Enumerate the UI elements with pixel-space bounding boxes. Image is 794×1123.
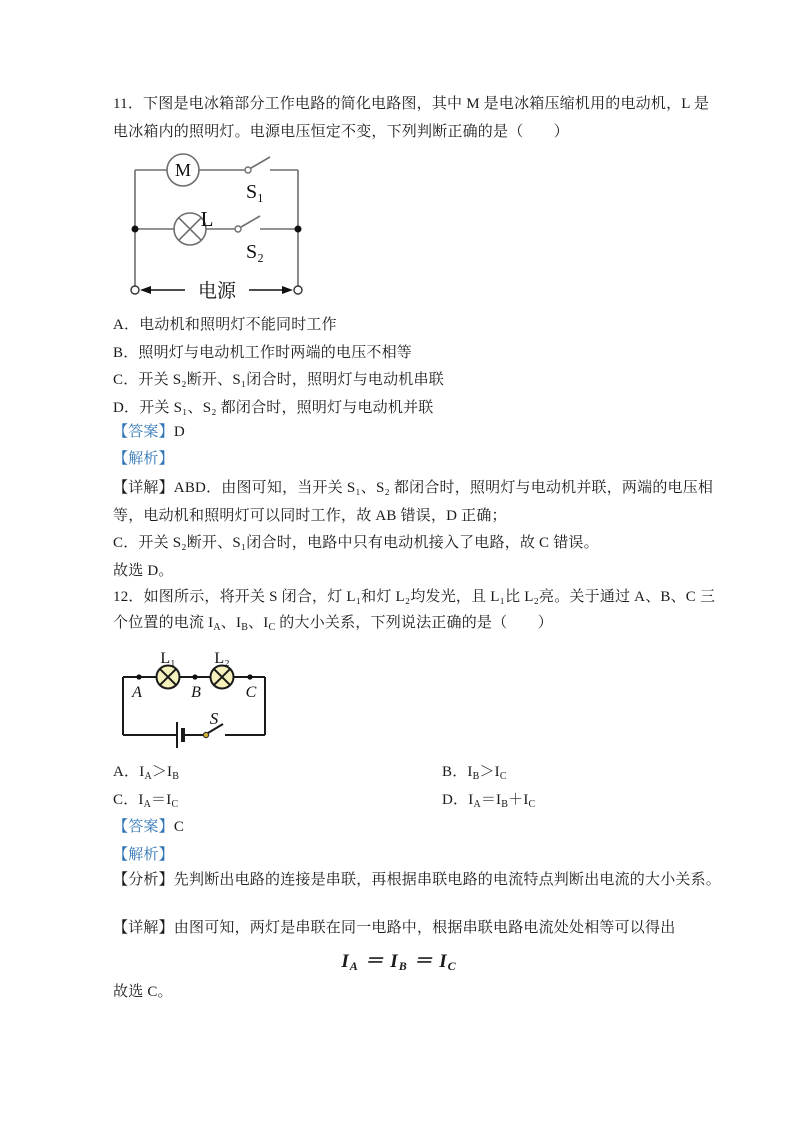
- current-equality-formula: $I_A = I_B = I_C$: [341, 951, 457, 973]
- q11-answer-value: D: [173, 424, 185, 440]
- q12-option-b: B．$I_B>I_C$: [442, 764, 507, 782]
- point-b-label: B: [191, 684, 201, 701]
- q11-detail-line1: 【详解】ABD．由图可知，当开关 S₁、S₂ 都闭合时，照明灯与电动机并联，两端的电压相: [113, 480, 714, 496]
- q12-analysis-label: 【解析】: [113, 847, 174, 863]
- lamp1-symbol: [157, 666, 180, 689]
- arrow-left-icon: [140, 286, 151, 294]
- q11-stem-line1: 11．下图是电冰箱部分工作电路的简化电路图，其中 M 是电冰箱压缩机用的电动机，L 是: [113, 96, 710, 112]
- q12-conclusion: 故选 C。: [113, 984, 173, 1000]
- q12-stem-line1: 12．如图所示，将开关 S 闭合，灯 L₁和灯 L₂均发光，且 L₁比 L₂亮。关于通过 A、B、C 三: [113, 589, 716, 605]
- power-source-label: 电源: [197, 281, 237, 302]
- q12-fenxi-line: 【分析】先判断出电路的连接是串联，再根据串联电路的电流特点判断出电流的大小关系。: [113, 872, 722, 888]
- q12-formula-row: [113, 948, 685, 977]
- switch2-blade: [241, 216, 260, 227]
- q12-answer-line: [113, 813, 184, 841]
- q11-analysis-label: 【解析】: [113, 451, 174, 467]
- q12-detail-line: 【详解】由图可知，两灯是串联在同一电路中，根据串联电路电流处处相等可以得出: [113, 920, 676, 936]
- junction-dot-right: [295, 226, 302, 233]
- switch1-pivot: [245, 167, 251, 173]
- switch1-label: S₁: [245, 181, 265, 203]
- q11-conclusion: 故选 D。: [113, 563, 174, 579]
- q12-circuit-diagram: [116, 645, 276, 765]
- q11-option-a: A．电动机和照明灯不能同时工作: [113, 317, 337, 333]
- terminal-right: [294, 286, 302, 294]
- lamp2-label: L₂: [214, 650, 230, 667]
- point-b-dot: [192, 674, 197, 679]
- lamp2-symbol: [211, 666, 234, 689]
- q11-analysis-label-line: [113, 445, 174, 473]
- q11-wires: [135, 154, 298, 290]
- switch1-blade: [251, 157, 270, 168]
- switch2-pivot: [235, 226, 241, 232]
- q11-answer-label: 【答案】: [113, 424, 174, 440]
- switch2-label: S₂: [245, 241, 265, 263]
- junction-dot-left: [132, 226, 139, 233]
- q12-option-c: C．$I_A=I_C$: [113, 792, 179, 810]
- q11-option-d: D．开关 S₁、S₂ 都闭合时，照明灯与电动机并联: [113, 400, 434, 416]
- switch-pivot: [203, 732, 208, 737]
- q12-stem-line2: 个位置的电流 $I_A$、$I_B$、$I_C$ 的大小关系，下列说法正确的是（ ）: [113, 615, 553, 633]
- switch-label: S: [209, 709, 219, 728]
- terminal-left: [131, 286, 139, 294]
- q11-detail-line3: C．开关 S₂断开、S₁闭合时，电路中只有电动机接入了电路，故 C 错误。: [113, 535, 599, 551]
- point-a-dot: [136, 674, 141, 679]
- q12-answer-value: C: [173, 819, 185, 835]
- point-a-label: A: [132, 684, 142, 701]
- q11-detail-line2: 等，电动机和照明灯可以同时工作，故 AB 错误，D 正确；: [113, 508, 507, 524]
- q12-answer-label: 【答案】: [113, 819, 174, 835]
- q11-stem-line2: 电冰箱内的照明灯。电源电压恒定不变，下列判断正确的是（ ）: [113, 124, 570, 140]
- lamp-label: L: [200, 207, 214, 231]
- lamp1-label: L₁: [160, 650, 176, 667]
- arrow-right-icon: [282, 286, 293, 294]
- q12-option-d: D．$I_A=I_B+I_C$: [442, 792, 536, 810]
- point-c-label: C: [245, 684, 257, 701]
- q11-option-c: C．开关 S₂断开、S₁闭合时，照明灯与电动机串联: [113, 372, 444, 388]
- point-c-dot: [247, 674, 252, 679]
- q11-circuit-diagram: [127, 152, 309, 304]
- motor-label: M: [174, 160, 192, 180]
- q12-option-a: A．$I_A>I_B$: [113, 764, 180, 782]
- q11-option-b: B．照明灯与电动机工作时两端的电压不相等: [113, 345, 413, 361]
- q12-analysis-label-line: [113, 841, 174, 869]
- q11-answer-line: [113, 418, 185, 446]
